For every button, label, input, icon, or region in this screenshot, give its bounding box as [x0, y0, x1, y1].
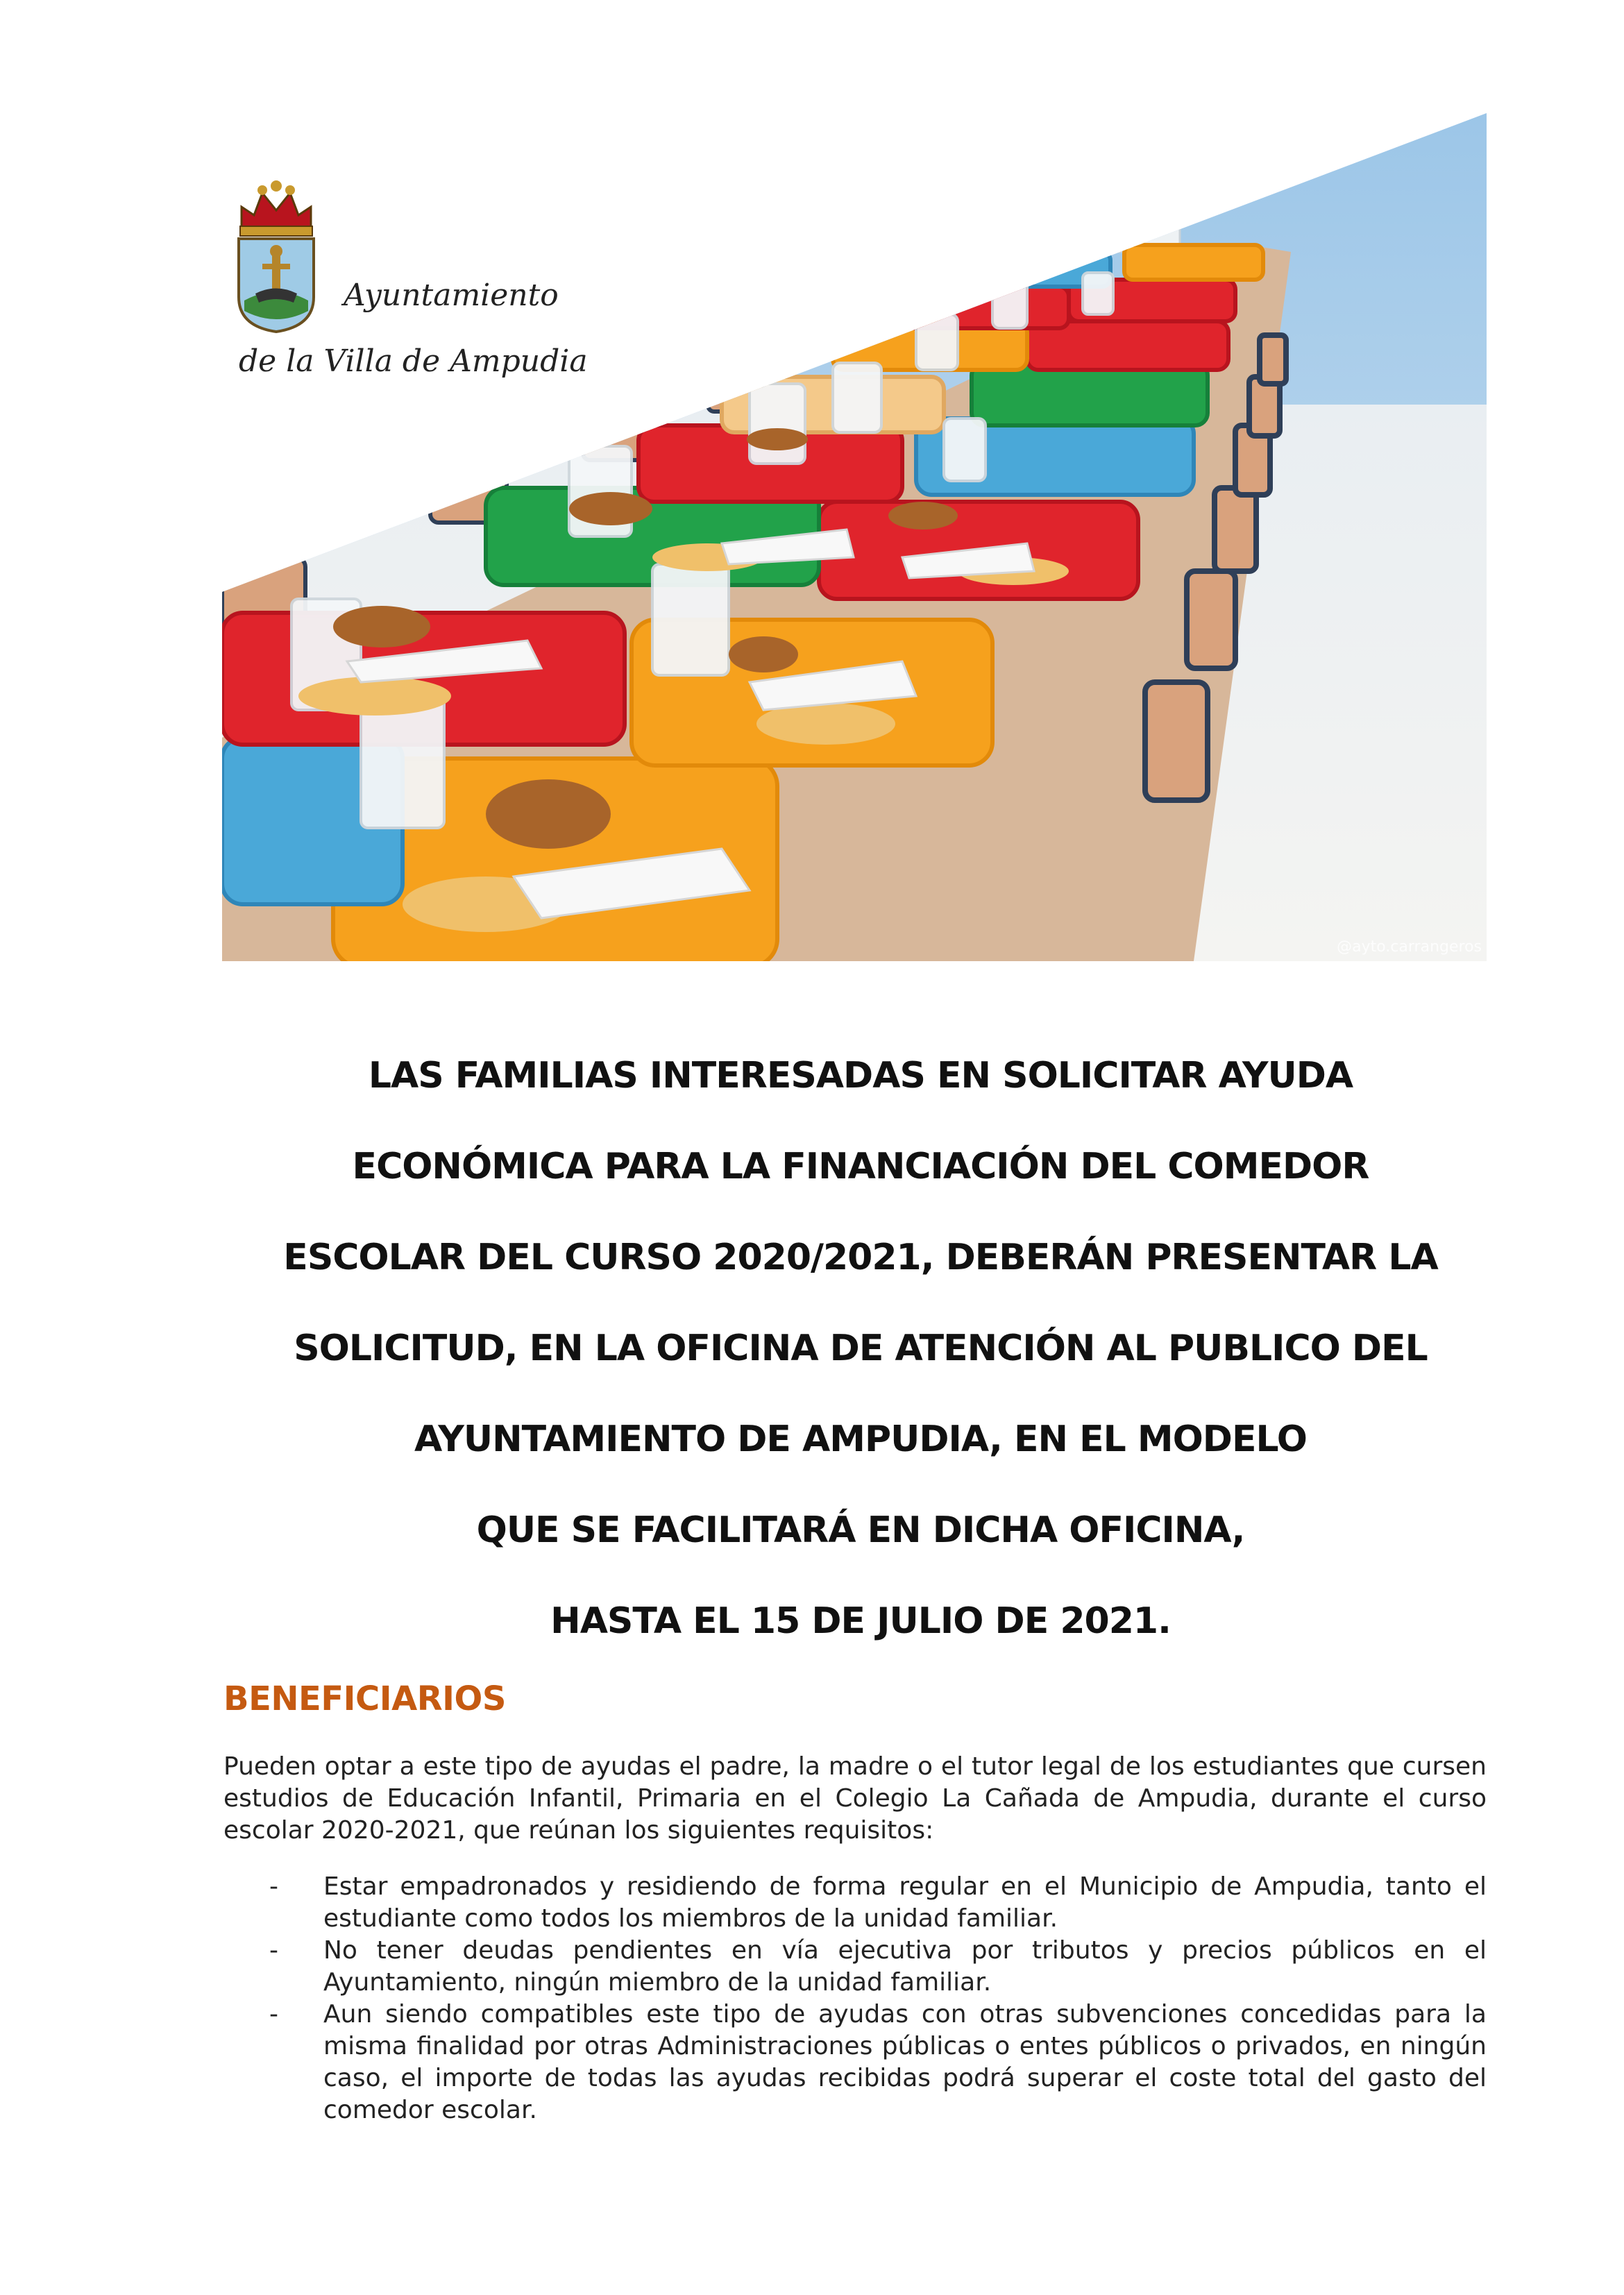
- list-dash: -: [269, 2000, 278, 2029]
- headline-line: ESCOLAR DEL CURSO 2020/2021, DEBERÁN PRESENTAR LA: [283, 1237, 1438, 1278]
- headline-line: LAS FAMILIAS INTERESADAS EN SOLICITAR AYUDA: [368, 1055, 1353, 1096]
- headline-line: QUE SE FACILITARÁ EN DICHA OFICINA,: [476, 1509, 1245, 1551]
- list-dash: -: [269, 1936, 278, 1965]
- requirements-list: [223, 1871, 1487, 2126]
- section-title-beneficiarios: BENEFICIARIOS: [223, 1679, 506, 1718]
- requirement-text: No tener deudas pendientes en vía ejecutiva por tributos y precios públicos en el Ayuntamiento, ningún miembro de la unidad familiar.: [323, 1936, 1487, 1997]
- beneficiarios-intro: Pueden optar a este tipo de ayudas el padre, la madre o el tutor legal de los estudiantes que cursen estudios de Educación Infantil, Primaria en el Colegio La Cañada de Ampudia, durante el curso escolar 2020-2021, que reúnan los siguientes requisitos:: [223, 1752, 1487, 1845]
- org-name-line1: Ayuntamiento: [344, 278, 559, 313]
- requirement-text: Estar empadronados y residiendo de forma regular en el Municipio de Ampudia, tanto el estudiante como todos los miembros de la unidad familiar.: [323, 1872, 1487, 1933]
- headline-line: HASTA EL 15 DE JULIO DE 2021.: [550, 1600, 1171, 1642]
- requirement-item: [223, 1999, 1487, 2126]
- headline-line: ECONÓMICA PARA LA FINANCIACIÓN DEL COMEDOR: [352, 1146, 1369, 1187]
- requirement-text: Aun siendo compatibles este tipo de ayudas con otras subvenciones concedidas para la misma finalidad por otras Administraciones públicas o entes públicos o privados, en ningún caso, el importe de todas las ayudas recibidas podrá superar el coste total del gasto del comedor escolar.: [323, 2000, 1487, 2124]
- requirement-item: [223, 1871, 1487, 1935]
- requirement-item: [223, 1935, 1487, 1999]
- headline-line: AYUNTAMIENTO DE AMPUDIA, EN EL MODELO: [414, 1419, 1307, 1460]
- photo-credit: @ayto.carrangeros: [1337, 938, 1482, 956]
- org-name-line2: de la Villa de Ampudia: [239, 344, 588, 379]
- headline-line: SOLICITUD, EN LA OFICINA DE ATENCIÓN AL PUBLICO DEL: [294, 1328, 1428, 1369]
- school-cafeteria-trays-photo: [222, 113, 1487, 961]
- announcement-headline: [208, 1031, 1513, 1667]
- list-dash: -: [269, 1872, 278, 1901]
